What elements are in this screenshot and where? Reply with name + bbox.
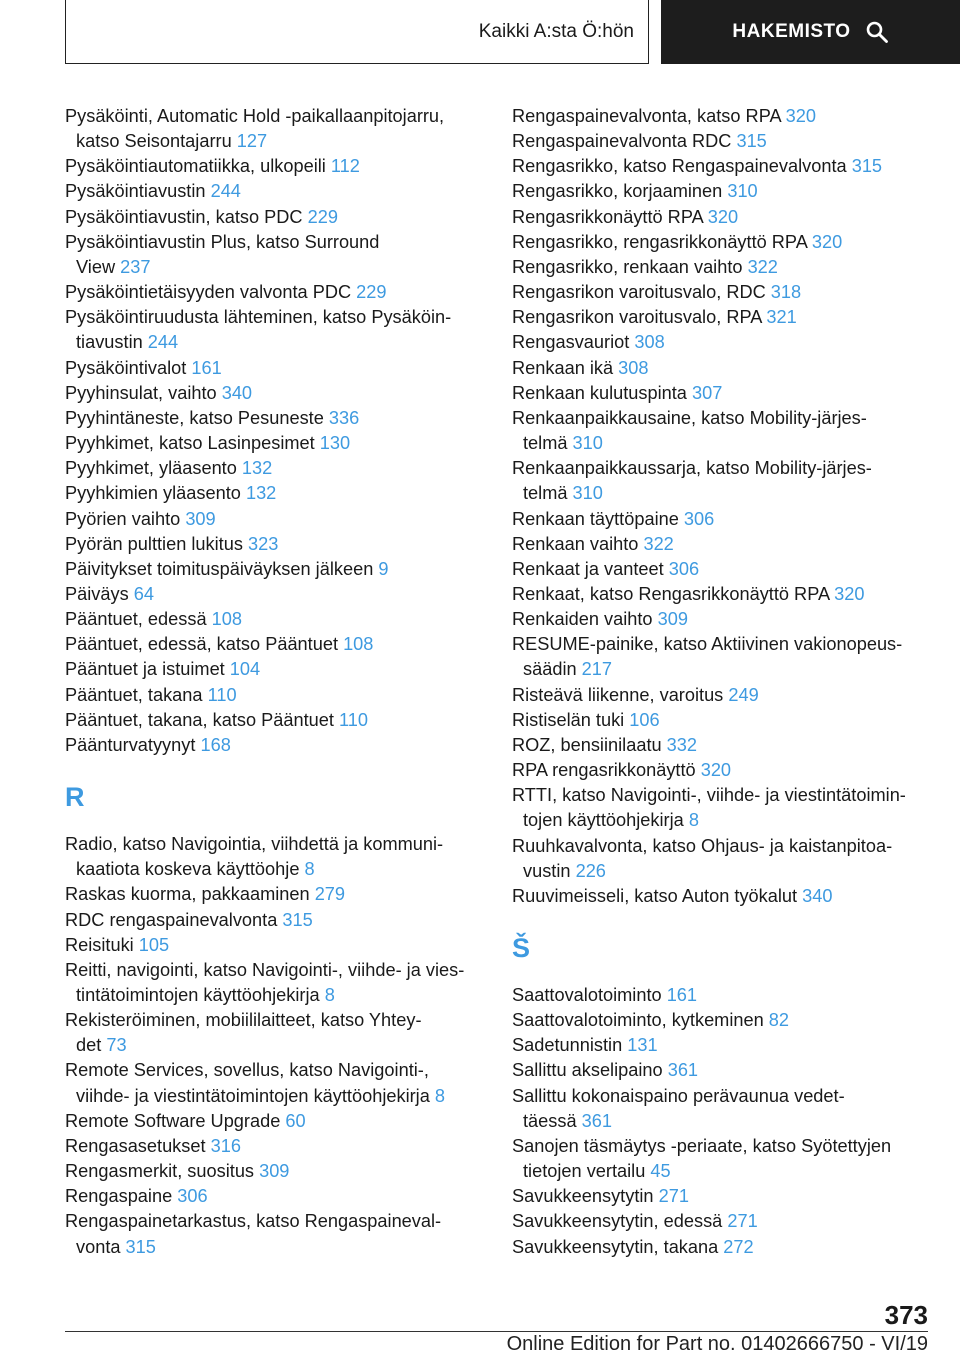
page-link[interactable]: 226 xyxy=(575,860,606,881)
entry-text: Rengasrikkonäyttö RPA xyxy=(512,206,708,227)
page-link[interactable]: 323 xyxy=(248,533,279,554)
entry-text: Renkaiden vaihto xyxy=(512,609,658,630)
index-entry xyxy=(65,557,485,582)
page-link[interactable]: 309 xyxy=(657,609,688,630)
index-entry xyxy=(65,1134,485,1159)
page-link[interactable]: 8 xyxy=(434,1085,445,1106)
page-link[interactable]: 320 xyxy=(834,583,865,604)
entry-text: Risteävä liikenne, varoitus xyxy=(512,684,729,705)
page-link[interactable]: 309 xyxy=(259,1161,290,1182)
entry-text: Ristiselän tuki xyxy=(512,709,630,730)
page-link[interactable]: 318 xyxy=(770,282,802,303)
entry-text: Pysäköintiavustin, katso PDC xyxy=(65,206,308,227)
footer-divider xyxy=(65,1331,928,1332)
entry-text: RTTI, katso Navigointi-, viihde- ja viestintätoimin‐ xyxy=(512,785,906,806)
page-link[interactable]: 320 xyxy=(700,760,732,781)
entry-text: telmä xyxy=(523,433,573,454)
index-entry xyxy=(512,255,942,280)
index-entry xyxy=(512,1184,942,1209)
section-tab-label: Kaikki A:sta Ö:hön xyxy=(478,20,634,42)
index-entry xyxy=(512,406,942,456)
index-entry xyxy=(512,582,942,607)
entry-text: Raskas kuorma, pakkaaminen xyxy=(65,884,315,905)
page-link[interactable]: 315 xyxy=(125,1236,156,1257)
page-link[interactable]: 332 xyxy=(666,734,698,755)
page-link[interactable]: 361 xyxy=(667,1060,699,1081)
index-entry xyxy=(65,582,485,607)
entry-text: Rengaspainetarkastus, katso Rengaspaineval‐ xyxy=(65,1211,442,1232)
entry-text: Pysäköintivalot xyxy=(65,357,192,378)
edition-note: Online Edition for Part no. 01402666750 - VI/19 xyxy=(506,1333,928,1355)
entry-text: Pysäköintiruudusta lähteminen, katso Pysäköin‐ xyxy=(65,307,452,328)
page-link[interactable]: 310 xyxy=(727,181,758,202)
index-entry xyxy=(512,607,942,632)
index-entry xyxy=(512,305,942,330)
page-number: 373 xyxy=(884,1300,928,1330)
entry-text: telmä xyxy=(523,483,573,504)
page-link[interactable]: 110 xyxy=(339,709,369,730)
entry-text: RPA rengasrikkonäyttö xyxy=(512,760,701,781)
index-letter-heading: Š xyxy=(512,933,531,963)
index-entry xyxy=(512,1058,942,1083)
page-link[interactable]: 8 xyxy=(324,985,335,1005)
entry-text: RDC rengaspainevalvonta xyxy=(65,909,283,930)
entry-text: ROZ, bensiinilaatu xyxy=(512,734,667,755)
index-entry xyxy=(65,179,485,204)
entry-text: Rengasrikko, korjaaminen xyxy=(512,181,728,202)
index-entry xyxy=(512,381,942,406)
index-entry xyxy=(512,104,942,129)
page-link[interactable]: 279 xyxy=(314,884,346,905)
entry-text: Reisituki xyxy=(65,934,139,955)
index-entry xyxy=(512,154,942,179)
index-entry xyxy=(512,733,942,758)
index-entry xyxy=(512,1084,942,1134)
entry-text: katso Seisontajarru xyxy=(76,131,237,152)
index-entry xyxy=(512,1235,942,1260)
page-link[interactable]: 104 xyxy=(229,659,261,680)
entry-text: View xyxy=(76,256,121,277)
index-entry xyxy=(512,532,942,557)
entry-text: Pyörien vaihto xyxy=(65,508,186,529)
page-link[interactable]: 271 xyxy=(727,1211,758,1232)
page-link[interactable]: 9 xyxy=(378,558,389,579)
entry-text: Rekisteröiminen, mobiililaitteet, katso Yhtey‐ xyxy=(65,1010,422,1031)
index-entry xyxy=(65,882,485,907)
entry-text: Rengaspainevalvonta, katso RPA xyxy=(512,106,786,126)
entry-text: Ruuhkavalvonta, katso Ohjaus- ja kaistanpitoa‐ xyxy=(512,835,893,856)
entry-text: Rengasrikko, renkaan vaihto xyxy=(512,256,748,277)
entry-text: Pääntuet ja istuimet xyxy=(65,659,230,680)
index-entry xyxy=(65,356,485,381)
index-entry xyxy=(65,305,485,355)
entry-text: vonta xyxy=(76,1236,126,1257)
page-link[interactable]: 112 xyxy=(330,156,360,177)
index-entry xyxy=(512,1008,942,1033)
page-link[interactable]: 244 xyxy=(210,181,241,202)
entry-text: RESUME-painike, katso Aktiivinen vakionopeus‐ xyxy=(512,634,903,655)
page-link[interactable]: 45 xyxy=(650,1161,671,1182)
page-link[interactable]: 60 xyxy=(285,1110,306,1131)
index-entry xyxy=(512,1209,942,1234)
page-link[interactable]: 310 xyxy=(572,483,603,504)
entry-text: Radio, katso Navigointia, viihdettä ja kommuni‐ xyxy=(65,834,444,855)
page-link[interactable]: 315 xyxy=(282,909,313,930)
entry-text: Renkaan ikä xyxy=(512,357,619,378)
page-link[interactable]: 161 xyxy=(666,985,698,1005)
page-link[interactable]: 322 xyxy=(747,256,778,277)
index-entry xyxy=(512,632,942,682)
page-link[interactable]: 161 xyxy=(191,357,222,378)
index-entry xyxy=(512,983,942,1008)
index-entry xyxy=(65,708,485,733)
index-entry xyxy=(65,1058,485,1108)
entry-text: tojen käyttöohjekirja xyxy=(523,810,689,831)
entry-text: Saattovalotoiminto, kytkeminen xyxy=(512,1010,769,1031)
entry-text: Remote Software Upgrade xyxy=(65,1110,286,1131)
page-link[interactable]: 340 xyxy=(221,382,253,403)
page-link[interactable]: 249 xyxy=(728,684,759,705)
page-link[interactable]: 131 xyxy=(627,1035,658,1056)
page-link[interactable]: 361 xyxy=(581,1110,612,1131)
page-link[interactable]: 306 xyxy=(668,558,700,579)
index-entry xyxy=(512,456,942,506)
index-entry xyxy=(512,356,942,381)
page-link[interactable]: 308 xyxy=(634,332,665,353)
entry-text: Renkaanpaikkaussarja, katso Mobility-järjes‐ xyxy=(512,458,872,479)
entry-text: Pääntuet, takana, katso Pääntuet xyxy=(65,709,340,730)
index-entry xyxy=(65,280,485,305)
index-entry xyxy=(65,1109,485,1134)
entry-text: Pysäköintietäisyyden valvonta PDC xyxy=(65,282,357,303)
page-link[interactable]: 316 xyxy=(210,1135,241,1156)
index-entry xyxy=(512,758,942,783)
page-link[interactable]: 237 xyxy=(120,256,151,277)
entry-text: Sadetunnistin xyxy=(512,1035,628,1056)
page-link[interactable]: 307 xyxy=(691,382,723,403)
index-entry xyxy=(65,1209,485,1259)
entry-text: Savukkeensytytin, edessä xyxy=(512,1211,728,1232)
page-link[interactable]: 272 xyxy=(723,1236,754,1257)
page-link[interactable]: 132 xyxy=(245,483,277,504)
page-link[interactable]: 64 xyxy=(133,583,154,604)
index-tab-label: HAKEMISTO xyxy=(732,21,851,42)
entry-text: Reitti, navigointi, katso Navigointi-, viihde- ja vies‐ xyxy=(65,959,465,980)
index-entry xyxy=(65,1184,485,1209)
entry-text: det xyxy=(76,1035,107,1056)
index-entry xyxy=(65,406,485,431)
page-link[interactable]: 315 xyxy=(851,156,883,177)
entry-text: säädin xyxy=(523,659,582,680)
entry-text: Päiväys xyxy=(65,583,134,604)
index-entry xyxy=(65,456,485,481)
index-entry xyxy=(512,280,942,305)
page-link[interactable]: 322 xyxy=(643,533,674,554)
index-column-left xyxy=(65,104,485,1260)
entry-text: tintätoimintojen käyttöohjekirja xyxy=(76,985,325,1005)
entry-text: Renkaat ja vanteet xyxy=(512,558,669,579)
index-entry xyxy=(65,1008,485,1058)
page-link[interactable]: 130 xyxy=(319,433,351,454)
page-link[interactable]: 229 xyxy=(307,206,338,227)
index-entry xyxy=(65,532,485,557)
page-link[interactable]: 8 xyxy=(304,859,315,880)
index-entry xyxy=(65,683,485,708)
index-entry xyxy=(512,330,942,355)
page-link[interactable]: 306 xyxy=(683,508,715,529)
entry-text: tiavustin xyxy=(76,332,148,353)
entry-text: vustin xyxy=(523,860,576,881)
page-link[interactable]: 320 xyxy=(811,231,843,252)
entry-text: Rengaspainevalvonta RDC xyxy=(512,131,737,152)
entry-text: täessä xyxy=(523,1110,582,1131)
page-link[interactable]: 320 xyxy=(707,206,739,227)
page-link[interactable]: 108 xyxy=(343,634,374,655)
index-entry xyxy=(512,708,942,733)
index-entry xyxy=(65,381,485,406)
page-link[interactable]: 336 xyxy=(328,407,360,428)
page-link[interactable]: 315 xyxy=(736,131,767,152)
entry-text: Pysäköintiautomatiikka, ulkopeili xyxy=(65,156,331,177)
index-entry xyxy=(512,1033,942,1058)
entry-text: Renkaanpaikkausaine, katso Mobility-järjes‐ xyxy=(512,407,867,428)
page-link[interactable]: 8 xyxy=(688,810,699,831)
index-entry xyxy=(65,481,485,506)
index-entry xyxy=(512,834,942,884)
index-entry xyxy=(512,783,942,833)
page-link[interactable]: 271 xyxy=(658,1186,689,1207)
index-entry xyxy=(512,179,942,204)
page-link[interactable]: 105 xyxy=(138,934,170,955)
index-entry xyxy=(65,1159,485,1184)
page-link[interactable]: 340 xyxy=(802,885,833,906)
entry-text: Sallittu akselipaino xyxy=(512,1060,668,1081)
index-entry xyxy=(65,431,485,456)
index-entry xyxy=(65,733,485,758)
entry-text: Pyyhintäneste, katso Pesuneste xyxy=(65,407,329,428)
entry-text: Pyyhinsulat, vaihto xyxy=(65,382,222,403)
entry-text: Savukkeensytytin xyxy=(512,1186,659,1207)
entry-text: Pääntuet, edessä, katso Pääntuet xyxy=(65,634,344,655)
page-link[interactable]: 320 xyxy=(785,106,817,126)
index-entry xyxy=(512,230,942,255)
entry-text: Pääntuet, edessä xyxy=(65,609,212,630)
index-entry xyxy=(512,205,942,230)
entry-text: Renkaan kulutuspinta xyxy=(512,382,692,403)
entry-text: Pysäköintiavustin xyxy=(65,181,211,202)
index-entry xyxy=(65,832,485,882)
page-link[interactable]: 310 xyxy=(572,433,603,454)
entry-text: Savukkeensytytin, takana xyxy=(512,1236,724,1257)
entry-text: Päivitykset toimituspäiväyksen jälkeen xyxy=(65,558,379,579)
page-link[interactable]: 308 xyxy=(618,357,649,378)
entry-text: Päänturvatyynyt xyxy=(65,734,201,755)
search-icon[interactable] xyxy=(865,20,889,44)
index-entry xyxy=(65,230,485,280)
entry-text: Sallittu kokonaispaino perävaunua vedet‐ xyxy=(512,1085,845,1106)
entry-text: Remote Services, sovellus, katso Navigointi-, xyxy=(65,1060,429,1081)
index-letter-heading: R xyxy=(65,782,85,813)
page-link[interactable]: 306 xyxy=(177,1186,208,1207)
page-link[interactable]: 127 xyxy=(236,131,268,152)
index-entry xyxy=(65,607,485,632)
entry-text: Renkaan vaihto xyxy=(512,533,644,554)
page-link[interactable]: 168 xyxy=(200,734,231,755)
index-entry xyxy=(65,205,485,230)
index-entry xyxy=(65,908,485,933)
entry-text: kaatiota koskeva käyttöohje xyxy=(76,859,305,880)
entry-text: Rengasmerkit, suositus xyxy=(65,1161,260,1182)
entry-text: Rengasrikko, rengasrikkonäyttö RPA xyxy=(512,231,812,252)
entry-text: Rengasvauriot xyxy=(512,332,635,353)
entry-text: Rengasasetukset xyxy=(65,1135,211,1156)
page-link[interactable]: 73 xyxy=(106,1035,127,1056)
entry-text: Rengaspaine xyxy=(65,1186,178,1207)
entry-text: Rengasrikko, katso Rengaspainevalvonta xyxy=(512,156,852,177)
entry-text: Pysäköinti, Automatic Hold -paikallaanpitojarru, xyxy=(65,106,445,126)
entry-text: Renkaat, katso Rengasrikkonäyttö RPA xyxy=(512,583,835,604)
page-link[interactable]: 82 xyxy=(768,1010,790,1031)
entry-text: Pyyhkimet, katso Lasinpesimet xyxy=(65,433,320,454)
index-tab[interactable] xyxy=(661,0,960,64)
index-entry xyxy=(65,933,485,958)
page-link[interactable]: 108 xyxy=(211,609,242,630)
index-entry xyxy=(512,557,942,582)
page-link[interactable]: 309 xyxy=(185,508,216,529)
page-link[interactable]: 321 xyxy=(766,307,797,328)
index-entry xyxy=(65,104,485,154)
entry-text: Saattovalotoiminto xyxy=(512,985,667,1005)
index-column-right xyxy=(512,104,942,1260)
entry-text: Pyyhkimet, yläasento xyxy=(65,458,242,479)
page-link[interactable]: 244 xyxy=(147,332,179,353)
entry-text: Pääntuet, takana xyxy=(65,684,208,705)
index-entry xyxy=(512,683,942,708)
section-tab[interactable] xyxy=(65,0,649,64)
index-entry xyxy=(512,129,942,154)
entry-text: Sanojen täsmäytys -periaate, katso Syötettyjen xyxy=(512,1135,892,1156)
index-entry xyxy=(65,632,485,657)
page-link[interactable]: 132 xyxy=(241,458,273,479)
page-link[interactable]: 110 xyxy=(207,684,237,705)
index-entry xyxy=(65,958,485,1008)
entry-text: Rengasrikon varoitusvalo, RPA xyxy=(512,307,767,328)
entry-text: viihde- ja viestintätoimintojen käyttöohjekirja xyxy=(76,1085,435,1106)
index-entry xyxy=(65,154,485,179)
entry-text: tietojen vertailu xyxy=(523,1161,651,1182)
page-link[interactable]: 217 xyxy=(581,659,613,680)
index-entry xyxy=(512,1134,942,1184)
index-entry xyxy=(512,884,942,909)
entry-text: Pyyhkimien yläasento xyxy=(65,483,246,504)
entry-text: Pysäköintiavustin Plus, katso Surround xyxy=(65,231,380,252)
index-entry xyxy=(65,657,485,682)
page-link[interactable]: 229 xyxy=(356,282,387,303)
index-entry xyxy=(512,507,942,532)
index-entry xyxy=(65,507,485,532)
page-link[interactable]: 106 xyxy=(629,709,660,730)
entry-text: Renkaan täyttöpaine xyxy=(512,508,684,529)
entry-text: Rengasrikon varoitusvalo, RDC xyxy=(512,282,771,303)
entry-text: Pyörän pulttien lukitus xyxy=(65,533,248,554)
entry-text: Ruuvimeisseli, katso Auton työkalut xyxy=(512,885,803,906)
